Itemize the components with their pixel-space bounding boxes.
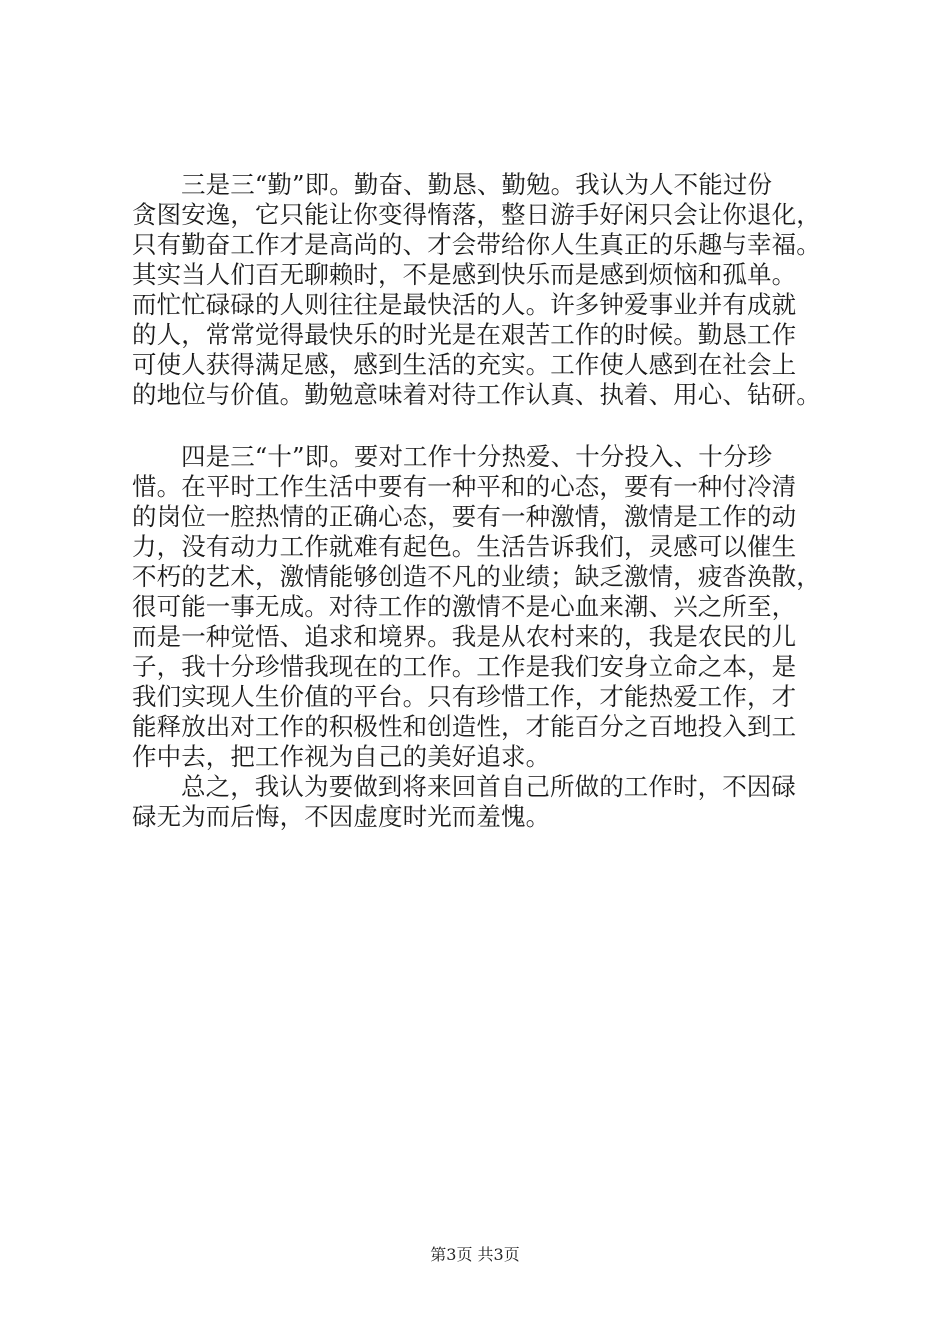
paragraph-line: 子，我十分珍惜我现在的工作。工作是我们安身立命之本，是	[132, 652, 797, 681]
paragraph-line: 只有勤奋工作才是高尚的、才会带给你人生真正的乐趣与幸福。	[132, 230, 821, 259]
paragraph-line: 总之，我认为要做到将来回首自己所做的工作时，不因碌	[181, 772, 796, 801]
paragraph-line: 贪图安逸，它只能让你变得惰落，整日游手好闲只会让你退化，	[132, 200, 821, 229]
paragraph-line: 三是三“勤”即。勤奋、勤恳、勤勉。我认为人不能过份	[181, 170, 773, 199]
paragraph-spacer	[132, 410, 822, 442]
paragraph-line: 不朽的艺术，激情能够创造不凡的业绩；缺乏激情，疲沓涣散，	[132, 562, 821, 591]
paragraph-line: 四是三“十”即。要对工作十分热爱、十分投入、十分珍	[181, 442, 773, 471]
paragraph-line: 惜。在平时工作生活中要有一种平和的心态，要有一种付冷清	[132, 472, 797, 501]
paragraph-line: 能释放出对工作的积极性和创造性，才能百分之百地投入到工	[132, 712, 797, 741]
paragraph-conclusion	[132, 772, 822, 832]
paragraph-line: 我们实现人生价值的平台。只有珍惜工作，才能热爱工作，才	[132, 682, 797, 711]
paragraph-diligence	[132, 170, 822, 410]
paragraph-line: 而忙忙碌碌的人则往往是最快活的人。许多钟爱事业并有成就	[132, 290, 797, 319]
paragraph-line: 很可能一事无成。对待工作的激情不是心血来潮、兴之所至，	[132, 592, 797, 621]
paragraph-line: 作中去，把工作视为自己的美好追求。	[132, 742, 551, 771]
document-body	[132, 170, 822, 832]
paragraph-ten-percent	[132, 442, 822, 772]
page-number-label: 第3页 共3页	[430, 1245, 520, 1264]
paragraph-line: 其实当人们百无聊赖时，不是感到快乐而是感到烦恼和孤单。	[132, 260, 797, 289]
paragraph-line: 碌无为而后悔，不因虚度时光而羞愧。	[132, 802, 551, 831]
paragraph-line: 的岗位一腔热情的正确心态，要有一种激情，激情是工作的动	[132, 502, 797, 531]
paragraph-line: 力，没有动力工作就难有起色。生活告诉我们，灵感可以催生	[132, 532, 797, 561]
paragraph-line: 的地位与价值。勤勉意味着对待工作认真、执着、用心、钻研。	[132, 380, 821, 409]
page-footer	[0, 1244, 950, 1266]
paragraph-line: 可使人获得满足感，感到生活的充实。工作使人感到在社会上	[132, 350, 797, 379]
paragraph-line: 而是一种觉悟、追求和境界。我是从农村来的，我是农民的儿	[132, 622, 797, 651]
paragraph-line: 的人，常常觉得最快乐的时光是在艰苦工作的时候。勤恳工作	[132, 320, 797, 349]
